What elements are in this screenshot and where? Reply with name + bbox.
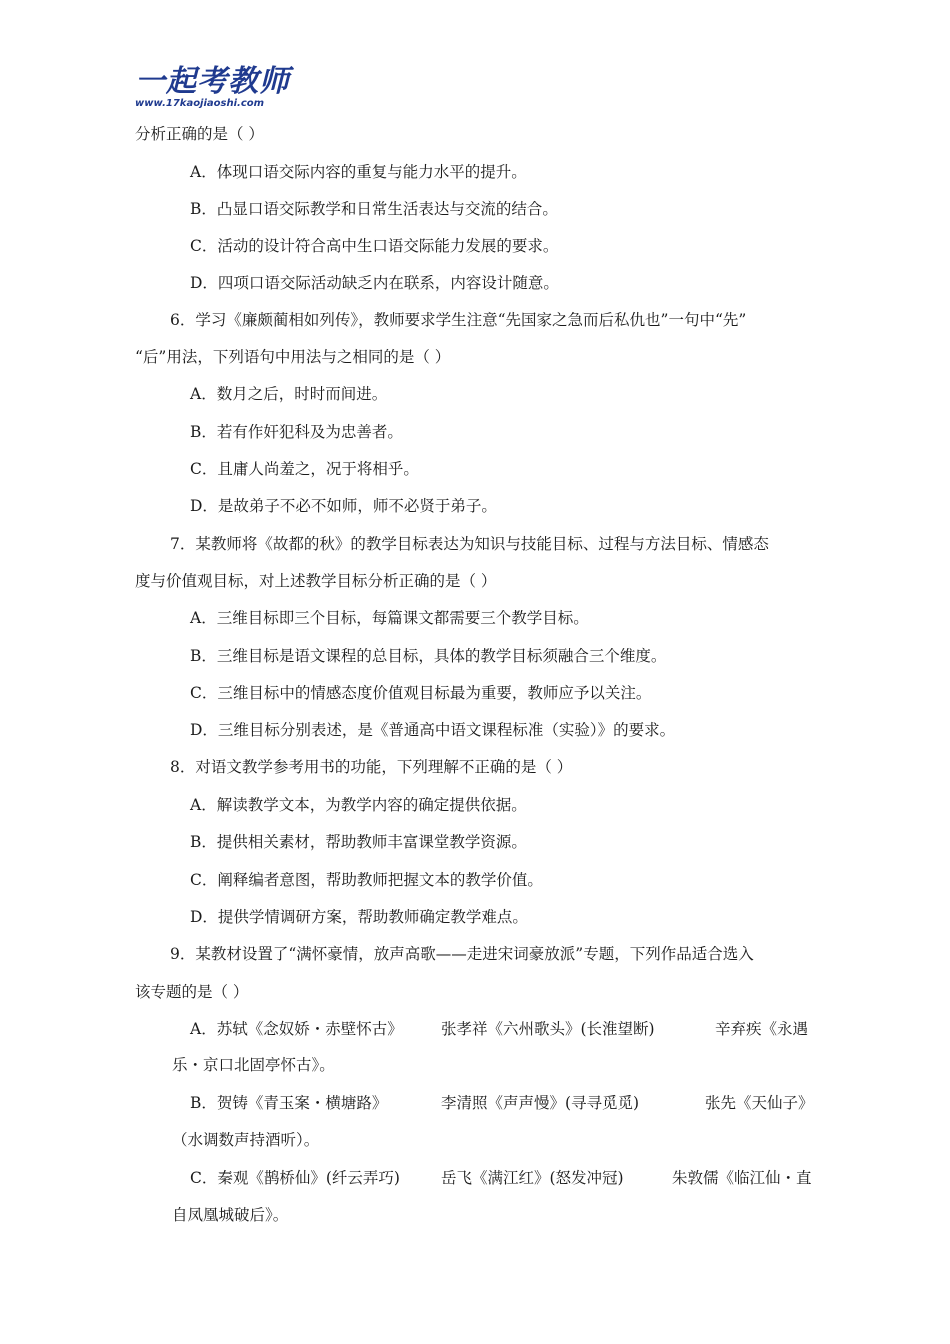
- q9-option-a-part3: 辛弃疾《永遇: [715, 1020, 809, 1038]
- q9-option-c-part2: 岳飞《满江红》(怒发冲冠): [441, 1169, 624, 1187]
- q9-option-a-part2: 张孝祥《六州歌头》(长淮望断): [441, 1020, 655, 1038]
- q9-option-c-part1: C．秦观《鹊桥仙》(纤云弄巧): [190, 1169, 400, 1187]
- q9-option-b-part1: B．贺铸《青玉案・横塘路》: [190, 1094, 388, 1112]
- q6-stem-line1: 6．学习《廉颇蔺相如列传》，教师要求学生注意“先国家之急而后私仇也”一句中“先”: [170, 311, 747, 329]
- q9-option-b-part2: 李清照《声声慢》(寻寻觅觅): [441, 1094, 640, 1112]
- q7-option-c: C．三维目标中的情感态度价值观目标最为重要，教师应予以关注。: [190, 684, 652, 702]
- q7-option-d: D．三维目标分别表述，是《普通高中语文课程标准（实验）》的要求。: [190, 721, 676, 739]
- q6-option-a: A．数月之后，时时而间进。: [190, 385, 388, 403]
- q5-stem-tail: 分析正确的是（ ）: [135, 125, 264, 143]
- q6-option-c: C．且庸人尚羞之，况于将相乎。: [190, 460, 419, 478]
- q9-option-a-cont: 乐・京口北固亭怀古》。: [172, 1056, 335, 1074]
- logo-title: 一起考教师: [135, 64, 290, 99]
- q7-option-a: A．三维目标即三个目标，每篇课文都需要三个教学目标。: [190, 609, 589, 627]
- q7-option-b: B．三维目标是语文课程的总目标，具体的教学目标须融合三个维度。: [190, 647, 667, 665]
- q8-option-a: A．解读教学文本，为教学内容的确定提供依据。: [190, 796, 527, 814]
- q9-stem-line2: 该专题的是（ ）: [135, 983, 249, 1001]
- q9-option-c-cont: 自凤凰城破后》。: [172, 1206, 289, 1224]
- q5-option-c: C．活动的设计符合高中生口语交际能力发展的要求。: [190, 237, 559, 255]
- q5-option-b: B．凸显口语交际教学和日常生活表达与交流的结合。: [190, 200, 558, 218]
- q7-stem-line1: 7．某教师将《故都的秋》的教学目标表达为知识与技能目标、过程与方法目标、情感态: [170, 535, 769, 553]
- q8-option-d: D．提供学情调研方案，帮助教师确定教学难点。: [190, 908, 528, 926]
- q8-stem: 8．对语文教学参考用书的功能，下列理解不正确的是（ ）: [170, 758, 573, 776]
- q9-option-b-cont: （水调数声持酒听）。: [172, 1131, 320, 1149]
- q5-option-a: A．体现口语交际内容的重复与能力水平的提升。: [190, 163, 527, 181]
- q9-option-a-part1: A．苏轼《念奴娇・赤壁怀古》: [190, 1020, 403, 1038]
- q9-stem-line1: 9．某教材设置了“满怀豪情，放声高歌——走进宋词豪放派”专题，下列作品适合选入: [170, 945, 754, 963]
- q6-stem-line2: “后”用法，下列语句中用法与之相同的是（ ）: [135, 348, 451, 366]
- q7-stem-line2: 度与价值观目标，对上述教学目标分析正确的是（ ）: [135, 572, 497, 590]
- q9-option-b-part3: 张先《天仙子》: [705, 1094, 814, 1112]
- q5-option-d: D．四项口语交际活动缺乏内在联系，内容设计随意。: [190, 274, 559, 292]
- q9-option-c-part3: 朱敦儒《临江仙・直: [672, 1169, 812, 1187]
- q8-option-b: B．提供相关素材，帮助教师丰富课堂教学资源。: [190, 833, 527, 851]
- q6-option-d: D．是故弟子不必不如师，师不必贤于弟子。: [190, 497, 497, 515]
- site-logo[interactable]: [135, 66, 305, 110]
- logo-url: www.17kaojiaoshi.com: [135, 98, 265, 109]
- q6-option-b: B．若有作奸犯科及为忠善者。: [190, 423, 403, 441]
- q8-option-c: C．阐释编者意图，帮助教师把握文本的教学价值。: [190, 871, 543, 889]
